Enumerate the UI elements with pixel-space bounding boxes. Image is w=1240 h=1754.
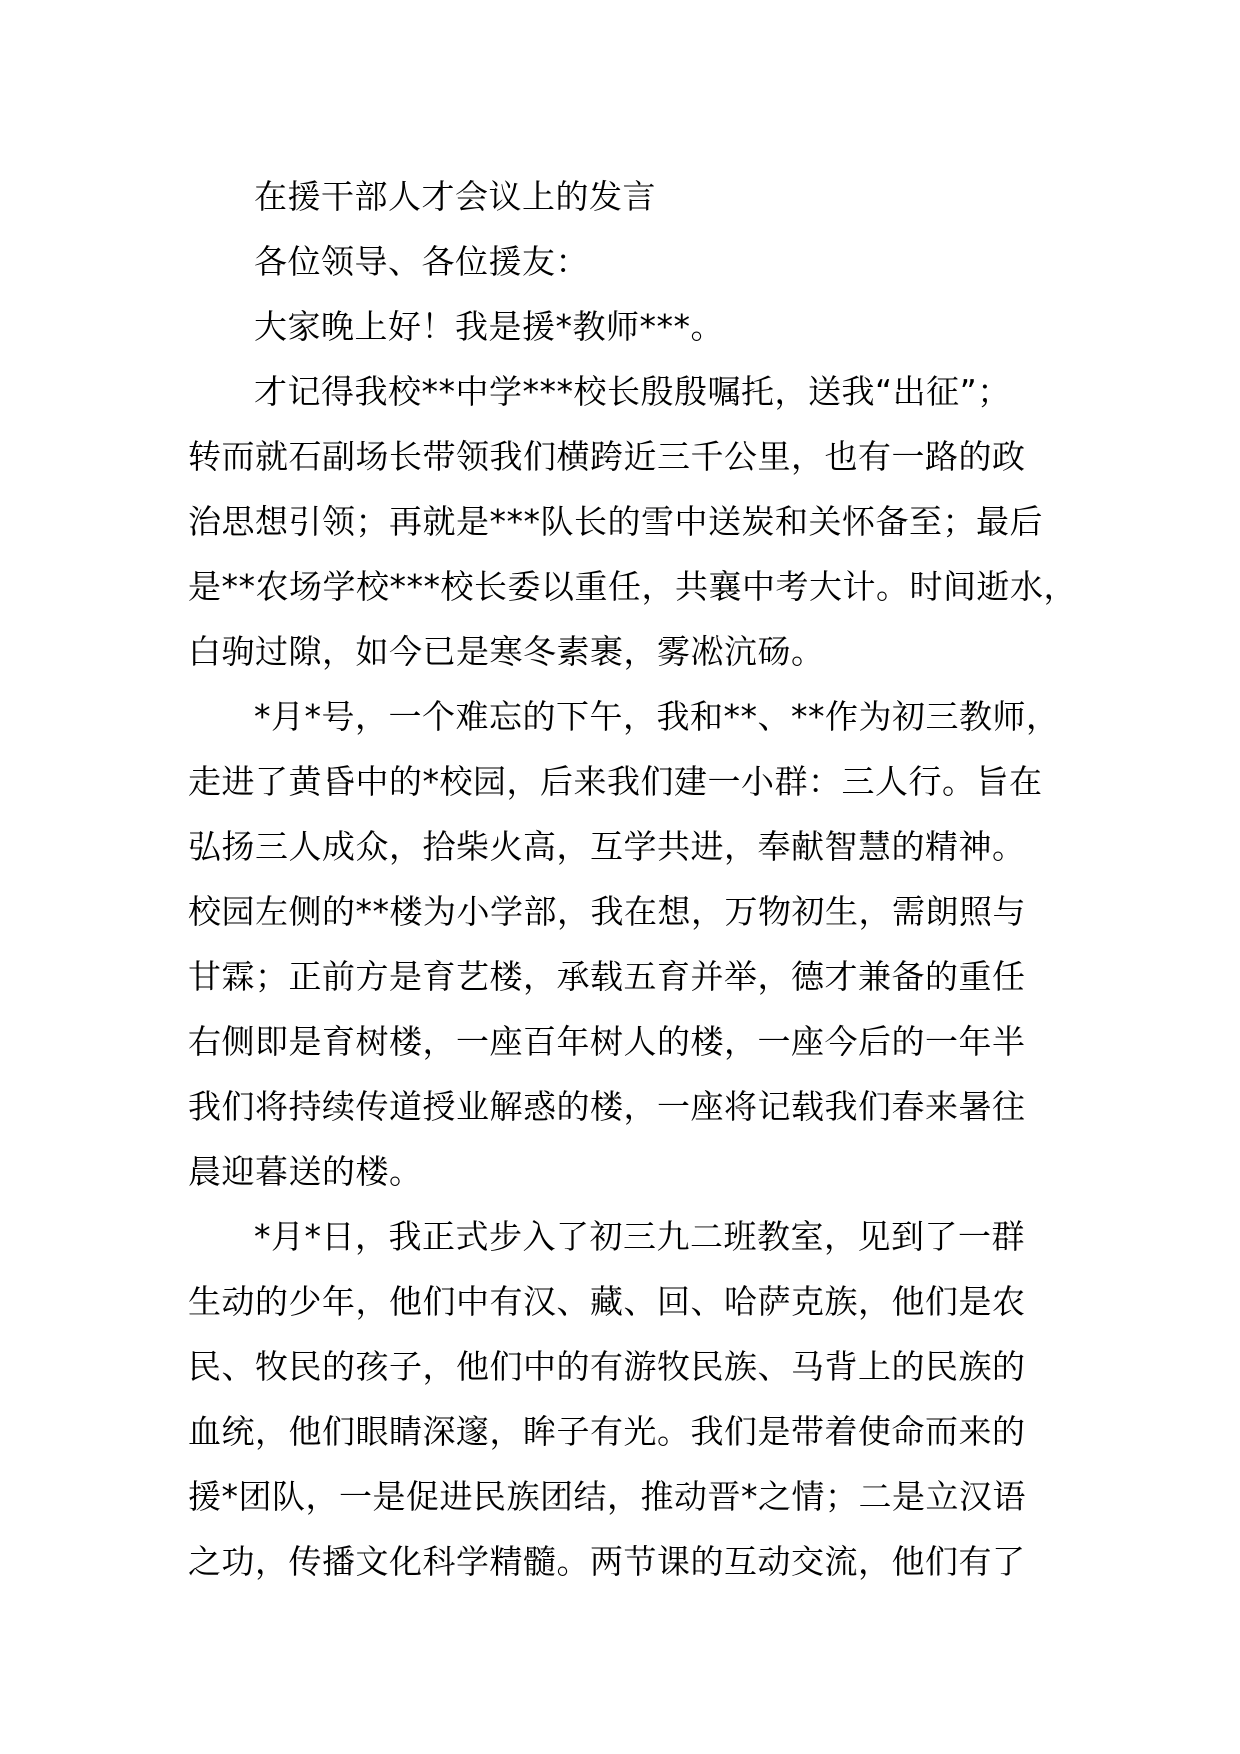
document-title: 在援干部人才会议上的发言 bbox=[254, 177, 656, 216]
greeting-line: 各位领导、各位援友： bbox=[254, 242, 589, 281]
intro-line: 大家晚上好！我是援*教师***。 bbox=[254, 307, 724, 346]
document-body bbox=[188, 164, 1088, 1594]
body-paragraph-1: 才记得我校**中学***校长殷殷嘱托，送我“出征”； 转而就石副场长带领我们横跨近三千公里，也有一路的政 治思想引领；再就是***队长的雪中送炭和关怀备至；最后 是**农场学校***校长委以重任，共襄中考大计。时间逝水， 白驹过隙，如今已是寒冬素裹，雾凇沆砀。 bbox=[188, 372, 1077, 671]
body-paragraph-3: *月*日，我正式步入了初三九二班教室，见到了一群 生动的少年，他们中有汉、藏、回、哈萨克族，他们是农 民、牧民的孩子，他们中的有游牧民族、马背上的民族的 血统，他们眼睛深邃，眸子有光。我们是带着使命而来的 援*团队，一是促进民族团结，推动晋*之情；二是立汉语 之功，传播文化科学精髓。两节课的互动交流，他们有了 bbox=[188, 1217, 1026, 1581]
body-paragraph-2: *月*号，一个难忘的下午，我和**、**作为初三教师， 走进了黄昏中的*校园，后来我们建一小群：三人行。旨在 弘扬三人成众，拾柴火高，互学共进，奉献智慧的精神。 校园左侧的**楼为小学部，我在想，万物初生，需朗照与 甘霖；正前方是育艺楼，承载五育并举，德才兼备的重任 右侧即是育树楼，一座百年树人的楼，一座今后的一年半 我们将持续传道授业解惑的楼，一座将记载我们春来暑往 晨迎暮送的楼。 bbox=[188, 697, 1060, 1191]
